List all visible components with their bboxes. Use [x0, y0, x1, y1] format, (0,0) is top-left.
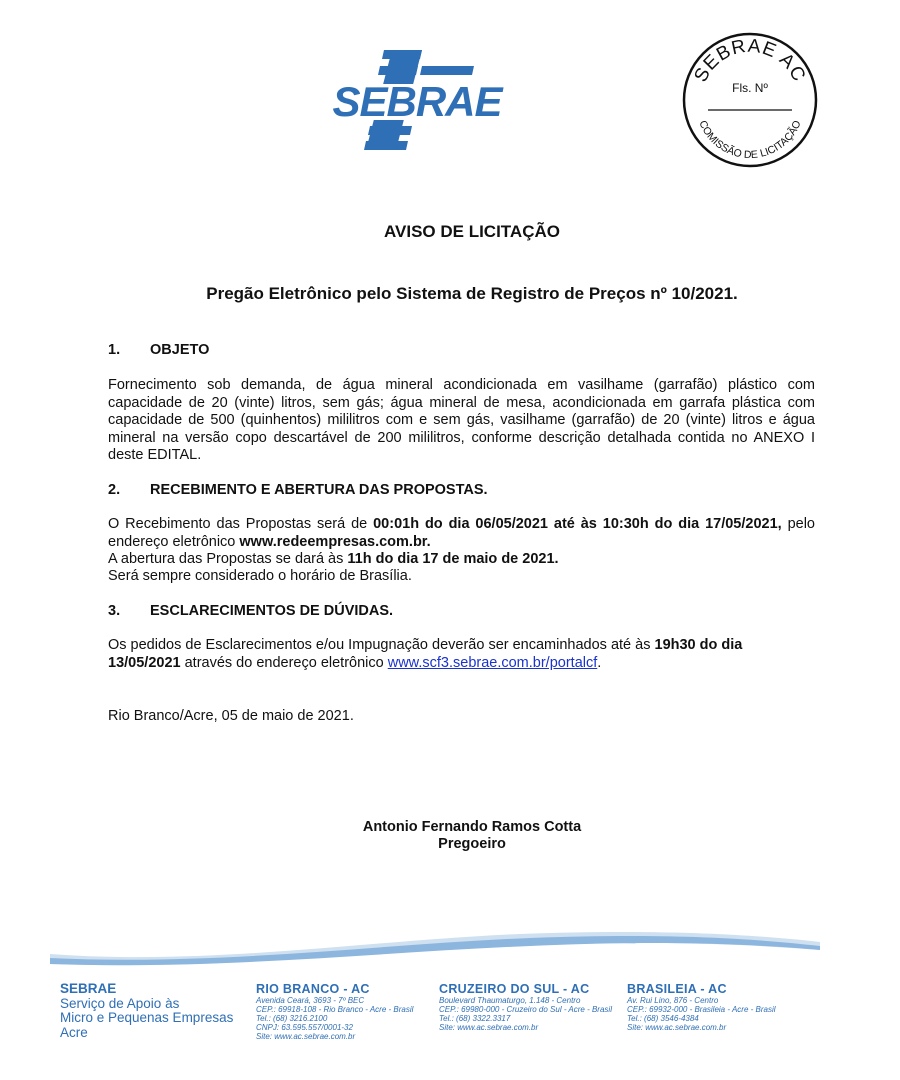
sebrae-logo — [326, 46, 508, 158]
section-2-paragraph-3: Será sempre considerado o horário de Brasília. — [108, 568, 412, 584]
stamp-top-text: SEBRAE AC — [690, 35, 810, 86]
footer-organization — [60, 982, 233, 1040]
section-title: ESCLARECIMENTOS DE DÚVIDAS. — [150, 603, 394, 619]
text-run: O Recebimento das Propostas será de — [108, 516, 374, 532]
stamp-middle-text: Fls. Nº — [732, 81, 768, 95]
office-line: Av. Rui Lino, 876 - Centro — [627, 996, 719, 1005]
office-line: Site: www.ac.sebrae.com.br — [627, 1023, 727, 1032]
footer-wave — [50, 920, 820, 972]
office-line: CEP.: 69918-108 - Rio Branco - Acre - Brasil — [256, 1005, 414, 1014]
section-number: 3. — [108, 603, 121, 619]
text-run-bold: 00:01h do dia 06/05/2021 até às 10:30h do dia 17/05/2021, — [373, 516, 782, 532]
office-line: Tel.: (68) 3322.3317 — [439, 1014, 511, 1023]
svg-text:SEBRAE: SEBRAE — [332, 78, 502, 125]
fls-stamp — [680, 30, 820, 170]
section-2-heading — [108, 482, 488, 498]
text-run-bold: www.redeempresas.com.br. — [239, 533, 431, 550]
office-line: Tel.: (68) 3216.2100 — [256, 1014, 328, 1023]
office-line: Avenida Ceará, 3693 - 7º BEC — [256, 996, 365, 1005]
text-run: pelo endereço eletrônico — [108, 516, 815, 550]
office-line: CEP.: 69932-000 - Brasileia - Acre - Brasil — [627, 1005, 776, 1014]
section-3-paragraph — [108, 637, 788, 672]
text-run: . — [597, 654, 602, 671]
office-city: RIO BRANCO - AC — [256, 982, 370, 996]
office-line: Site: www.ac.sebrae.com.br — [439, 1023, 539, 1032]
signatory-role: Pregoeiro — [438, 836, 506, 852]
signatory-name: Antonio Fernando Ramos Cotta — [362, 819, 582, 835]
stamp-bottom-text: COMISSÃO DE LICITAÇÃO — [696, 118, 804, 162]
office-line: CNPJ: 63.595.557/0001-32 — [256, 1023, 353, 1032]
footer-brand: SEBRAE — [60, 981, 117, 996]
office-line: Boulevard Thaumaturgo, 1.148 - Centro — [439, 996, 581, 1005]
footer-office-brasileia — [627, 982, 776, 1032]
text-run-bold: 11h do dia 17 de maio de 2021. — [347, 551, 559, 567]
section-title: RECEBIMENTO E ABERTURA DAS PROPOSTAS. — [150, 482, 488, 498]
office-city: BRASILEIA - AC — [627, 982, 727, 996]
footer-org-line: Acre — [60, 1024, 88, 1040]
portal-link[interactable]: www.scf3.sebrae.com.br/portalcf — [387, 654, 598, 671]
text-run: através do endereço eletrônico — [180, 654, 388, 671]
section-3-heading — [108, 603, 393, 619]
text-run-bold: 19h30 do dia 13/05/2021 — [108, 637, 743, 671]
section-number: 1. — [108, 342, 121, 358]
footer-office-rio-branco — [256, 982, 413, 1041]
office-line: CEP.: 69980-000 - Cruzeiro do Sul - Acre - Brasil — [439, 1005, 612, 1014]
text-run: Os pedidos de Esclarecimentos e/ou Impugnação deverão ser encaminhados até às — [108, 637, 655, 653]
footer-org-line: Serviço de Apoio às — [60, 995, 180, 1011]
section-1-heading — [108, 342, 209, 358]
svg-text:SEBRAE AC — [690, 36, 809, 86]
section-2-paragraph-1 — [108, 516, 815, 551]
notice-subtitle: Pregão Eletrônico pelo Sistema de Registro de Preços nº 10/2021. — [206, 284, 738, 303]
office-line: Site: www.ac.sebrae.com.br — [256, 1032, 356, 1041]
text-run: A abertura das Propostas se dará às — [108, 551, 348, 567]
section-number: 2. — [108, 482, 121, 498]
section-2-paragraph-2 — [108, 551, 559, 567]
footer-org-line: Micro e Pequenas Empresas — [60, 1010, 234, 1025]
office-line: Tel.: (68) 3546-4384 — [627, 1014, 699, 1023]
notice-title: AVISO DE LICITAÇÃO — [384, 222, 560, 241]
section-1-body: Fornecimento sob demanda, de água mineral acondicionada em vasilhame (garrafão) plástico com capacidade de 20 (vinte) litros, sem gás; água mineral de mesa, acondicionada em garrafa plástica com capacidade de 500 (quinhentos) mililitros com e sem gás, vasilhame (garrafão) de 20 (vinte) litros e água mineral na versão copo descartável de 200 mililitros, conforme descrição detalhada contida no ANEXO I deste EDITAL. — [108, 377, 815, 463]
section-title: OBJETO — [150, 342, 210, 358]
office-city: CRUZEIRO DO SUL - AC — [439, 982, 590, 996]
footer-office-cruzeiro-do-sul — [439, 982, 612, 1032]
place-date: Rio Branco/Acre, 05 de maio de 2021. — [108, 708, 354, 724]
